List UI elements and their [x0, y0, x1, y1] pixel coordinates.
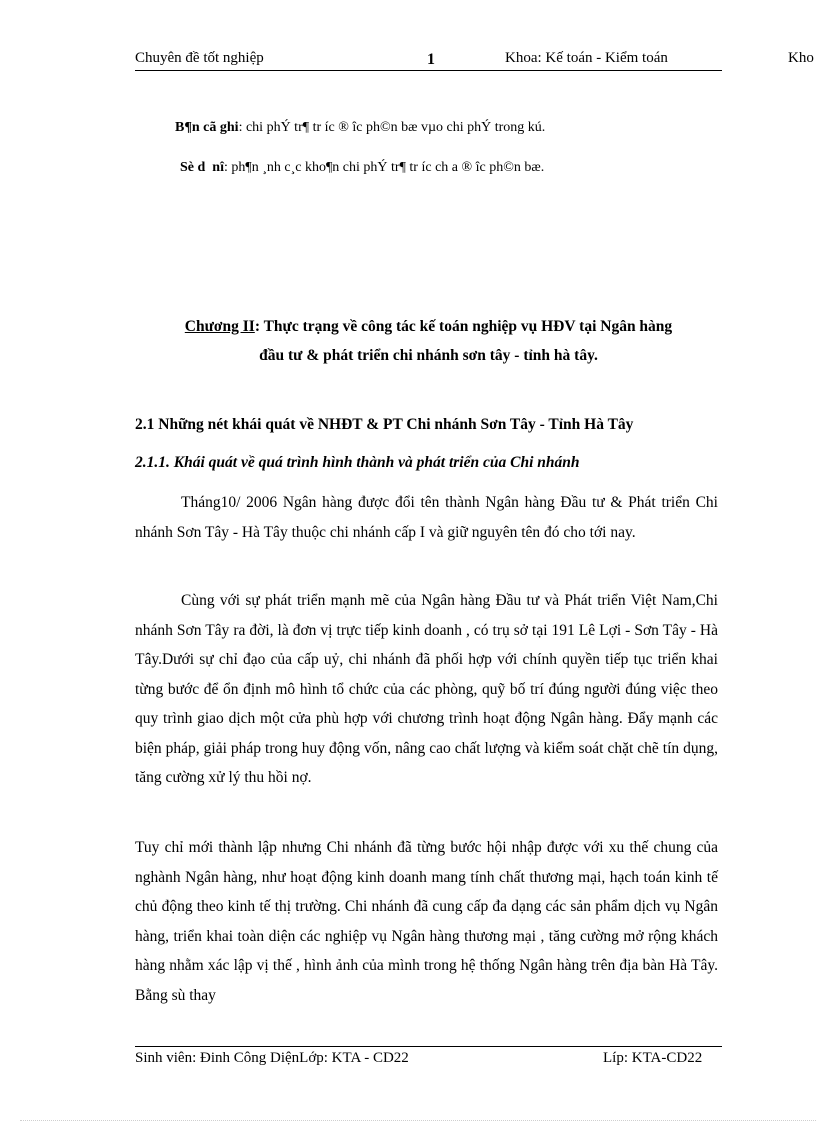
chapter-title-part-1: : Thực trạng về công tác kế toán nghiệp vụ HĐV tại Ngân hàng [254, 318, 673, 335]
note-label: Sè d nî [180, 160, 224, 175]
footer-student-info: Sinh viên: Đinh Công DiệnLớp: KTA - CD22 [135, 1050, 409, 1066]
paragraph-2: Cùng với sự phát triển mạnh mẽ của Ngân hàng Đầu tư và Phát triển Việt Nam,Chi nhánh Sơn Tây ra đời, là đơn vị trực tiếp kinh doanh , có trụ sở tại 191 Lê Lợi - Sơn Tây - Hà Tây.Dưới sự chỉ đạo của cấp uỷ, chi nhánh đã phối hợp với chính quyền tiếp tục triển khai từng bước để ổn định mô hình tổ chức của các phòng, quỹ bố trí đúng người đúng việc theo quy trình giao dịch một cửa phù hợp với chương trình hoạt động Ngân hàng. Đẩy mạnh các biện pháp, giải pháp trong huy động vốn, nâng cao chất lượng và kiểm soát chặt chẽ tín dụng, tăng cường xử lý thu hồi nợ. [135, 592, 718, 786]
footer-divider [135, 1046, 722, 1047]
note-text: : chi phÝ tr¶ tr íc ® îc ph©n bæ vµo chi phÝ trong kú. [238, 120, 546, 135]
header-divider [135, 70, 722, 71]
section-title: 2.1 Những nét khái quát về NHĐT & PT Chi nhánh Sơn Tây - Tỉnh Hà Tây [135, 416, 634, 433]
chapter-heading-line-1 [135, 312, 722, 341]
header-document-title: Chuyên đề tốt nghiệp [135, 50, 264, 66]
footer-class: Líp: KTA-CD22 [603, 1050, 703, 1066]
header-overflow-text: Kho [788, 50, 814, 66]
page-number: 1 [427, 51, 435, 68]
note-text: : ph¶n ¸nh c¸c kho¶n chi phÝ tr¶ tr íc ch a ® îc ph©n bæ. [223, 160, 545, 175]
note-balance [180, 160, 544, 176]
chapter-heading [135, 312, 722, 370]
chapter-heading-line-2: đầu tư & phát triển chi nhánh sơn tây - tỉnh hà tây. [259, 347, 598, 364]
note-label: B¶n cã ghi [175, 120, 239, 135]
header-faculty: Khoa: Kế toán - Kiểm toán [505, 50, 668, 66]
note-credit-side [175, 120, 545, 136]
subsection-title: 2.1.1. Khái quát về quá trình hình thành và phát triển của Chi nhánh [135, 454, 580, 471]
paragraph-3: Tuy chỉ mới thành lập nhưng Chi nhánh đã từng bước hội nhập được với xu thế chung của nghành Ngân hàng, như hoạt động kinh doanh mang tính chất thương mại, hạch toán kinh tế chủ động theo kinh tế thị trường. Chi nhánh đã cung cấp đa dạng các sản phẩm dịch vụ Ngân hàng, triển khai toàn diện các nghiệp vụ Ngân hàng thương mại , tăng cường mở rộng khách hàng nhằm xác lập vị thế , hình ảnh của mình trong hệ thống Ngân hàng trên địa bàn Hà Tây. Bằng sù thay [135, 839, 718, 1004]
paragraph-1: Tháng10/ 2006 Ngân hàng được đổi tên thành Ngân hàng Đầu tư & Phát triển Chi nhánh Sơn Tây - Hà Tây thuộc chi nhánh cấp I và giữ nguyên tên đó cho tới nay. [135, 494, 718, 541]
chapter-label: Chương II [184, 318, 255, 335]
page-bottom-border [20, 1120, 816, 1121]
